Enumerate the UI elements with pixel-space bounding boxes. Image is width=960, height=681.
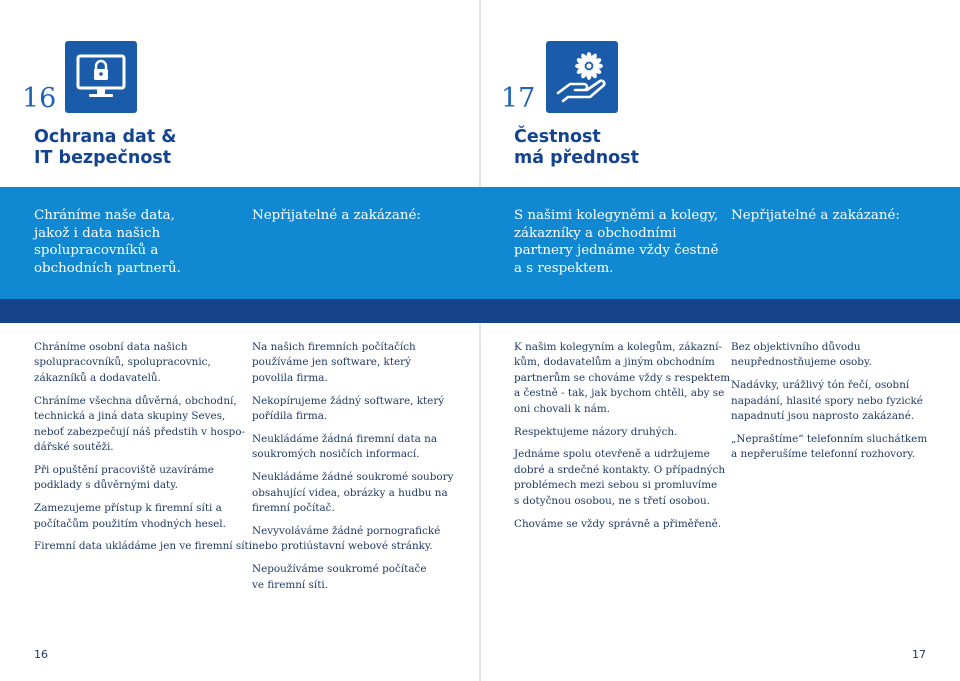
paragraph-line: a nepřerušíme telefonní rozhovory. [731,448,916,461]
paragraph-line: Nevyvoláváme žádné pornografické [252,525,441,538]
column-17-forbidden [731,340,927,470]
paragraph [252,394,454,425]
paragraph [514,447,730,509]
paragraph [252,562,454,593]
page-gutter [479,0,481,681]
page-number-left: 16 [34,648,48,661]
paragraph-line: Bez objektivního důvodu [731,341,861,353]
paragraph-line: Nadávky, urážlivý tón řečí, osobní [731,379,910,392]
paragraph-line: Chráníme osobní data našich [34,341,188,353]
paragraph [731,378,927,424]
intro-line: Chráníme naše data, [34,208,175,223]
paragraph-line: problémech mezi sebou si promluvíme [514,479,718,492]
forbidden-title: Nepřijatelné a zakázané: [731,208,900,223]
hand-flower-icon [546,41,618,113]
paragraph [514,340,730,417]
intro-line: partnery jednáme vždy čestně [514,243,719,258]
paragraph-line: Nepoužíváme soukromé počítače [252,563,427,576]
paragraph-line: ve firemní síti. [252,578,328,591]
paragraph-line: firemní počítač. [252,502,335,515]
intro-line: a s respektem. [514,260,614,276]
section-heading-16 [34,127,177,169]
forbidden-title-17 [731,207,900,225]
paragraph-line: technická a jiná data skupiny Seves, [34,410,226,423]
forbidden-title: Nepřijatelné a zakázané: [252,208,421,223]
heading-line: Ochrana dat & [34,127,177,147]
heading-line: má přednost [514,148,639,168]
paragraph [252,470,454,516]
paragraph-line: neboť zabezpečují náš předstih v hospo- [34,425,245,438]
paragraph-line: s dotyčnou osobou, ne s třetí osobou. [514,494,711,507]
paragraph [514,425,730,440]
paragraph-line: Nekopírujeme žádný software, který [252,394,445,407]
paragraph [34,394,255,456]
paragraph-line: nebo protiústavní webové stránky. [252,540,433,553]
paragraph-line: „Nepraštíme“ telefonním sluchátkem [731,433,928,446]
paragraph [34,463,255,494]
paragraph [252,340,454,386]
paragraph-line: podklady s důvěrnými daty. [34,479,179,492]
paragraph-line: pořídila firma. [252,410,328,423]
paragraph [34,340,255,386]
paragraph-line: počítačům použitím vhodných hesel. [34,517,226,530]
intro-text-16 [34,207,181,277]
paragraph-line: používáme jen software, který [252,356,412,369]
paragraph-line: Při opuštění pracoviště uzavíráme [34,463,214,476]
intro-line: zákazníky a obchodními [514,225,677,241]
paragraph-line: obsahující videa, obrázky a hudbu na [252,486,448,499]
paragraph [34,501,255,532]
intro-line: obchodních partnerů. [34,260,181,276]
intro-line: spolupracovníků a [34,243,159,258]
paragraph-line: Zamezujeme přístup k firemní síti a [34,502,222,515]
paragraph-line: partnerům se chováme vždy s respektem [514,371,731,384]
intro-text-17 [514,207,718,277]
paragraph [252,432,454,463]
paragraph [731,432,927,463]
page-number-right: 17 [912,648,926,661]
paragraph-line: dobré a srdečné kontakty. O případných [514,463,726,476]
column-17-allowed [514,340,730,539]
paragraph-line: napadání, hlasité spory nebo fyzické [731,394,923,407]
section-number-16: 16 [22,83,57,114]
paragraph-line: Firemní data ukládáme jen ve firemní síti. [34,540,256,553]
section-number-17: 17 [501,83,536,114]
intro-line: S našimi kolegyněmi a kolegy, [514,208,718,223]
paragraph [514,517,730,532]
dark-blue-strip [0,299,960,323]
paragraph-line: Chováme se vždy správně a přiměřeně. [514,517,722,530]
paragraph-line: napadnutí jsou naprosto zakázané. [731,410,915,423]
section-heading-17 [514,127,639,169]
paragraph-line: oni chovali k nám. [514,402,610,415]
column-16-allowed [34,340,255,562]
paragraph-line: Na našich firemních počítačích [252,341,416,353]
heading-line: Čestnost [514,127,601,147]
paragraph-line: povolila firma. [252,371,328,384]
paragraph-line: neupřednostňujeme osoby. [731,356,872,369]
heading-line: IT bezpečnost [34,148,172,168]
paragraph-line: zákazníků a dodavatelů. [34,371,161,384]
paragraph-line: a čestně - tak, jak bychom chtěli, aby se [514,387,725,400]
paragraph-line: dářské soutěži. [34,440,114,453]
paragraph [731,340,927,371]
forbidden-title-16 [252,207,421,225]
paragraph [34,539,255,554]
paragraph-line: Neukládáme žádná firemní data na [252,433,438,446]
paragraph-line: Neukládáme žádné soukromé soubory [252,471,454,484]
paragraph-line: Respektujeme názory druhých. [514,425,678,438]
paragraph-line: spolupracovníků, spolupracovnic, [34,356,211,369]
intro-line: jakož i data našich [34,225,161,241]
paragraph-line: Jednáme spolu otevřeně a udržujeme [514,448,710,461]
column-16-forbidden [252,340,454,601]
paragraph-line: Chráníme všechna důvěrná, obchodní, [34,394,237,407]
paragraph-line: K našim kolegyním a kolegům, zákazní- [514,341,722,353]
paragraph-line: kům, dodavatelům a jiným obchodním [514,356,715,369]
monitor-lock-icon [65,41,137,113]
paragraph [252,524,454,555]
paragraph-line: soukromých nosičích informací. [252,448,420,461]
